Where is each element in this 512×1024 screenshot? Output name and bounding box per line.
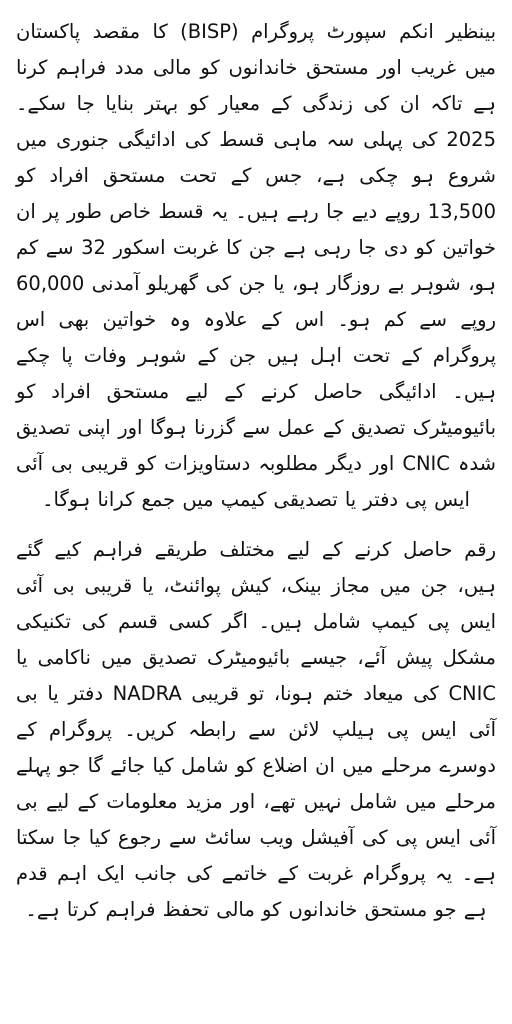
article-paragraph-2: رقم حاصل کرنے کے لیے مختلف طریقے فراہم کیے گئے ہیں، جن میں مجاز بینک، کیش پوائنٹ، یا قریبی بی آئی ایس پی کیمپ شامل ہیں۔ اگر کسی قسم کی تکنیکی مشکل پیش آئے، جیسے بائیومیٹرک تصدیق میں ناکامی یا CNIC کی میعاد ختم ہونا، تو قریبی NADRA دفتر یا بی آئی ایس پی ہیلپ لائن سے رابطہ کریں۔ پروگرام کے دوسرے مرحلے میں ان اضلاع کو شامل کیا جائے گا جو پہلے مرحلے میں شامل نہیں تھے، اور مزید معلومات کے لیے بی آئی ایس پی کی آفیشل ویب سائٹ سے رجوع کیا جا سکتا ہے۔ یہ پروگرام غربت کے خاتمے کی جانب ایک اہم قدم ہے جو مستحق خاندانوں کو مالی تحفظ فراہم کرتا ہے۔ xyxy=(16,538,497,921)
article-paragraph-1: بینظیر انکم سپورٹ پروگرام (BISP) کا مقصد پاکستان میں غریب اور مستحق خاندانوں کو مالی مدد فراہم کرنا ہے تاکہ ان کی زندگی کے معیار کو بہتر بنایا جا سکے۔ 2025 کی پہلی سہ ماہی قسط کی ادائیگی جنوری میں شروع ہو چکی ہے، جس کے تحت مستحق افراد کو 13,500 روپے دیے جا رہے ہیں۔ یہ قسط خاص طور پر ان خواتین کو دی جا رہی ہے جن کا غربت اسکور 32 سے کم ہو، شوہر بے روزگار ہو، یا جن کی گھریلو آمدنی 60,000 روپے سے کم ہو۔ اس کے علاوہ وہ خواتین بھی اس پروگرام کے تحت اہل ہیں جن کے شوہر وفات پا چکے ہیں۔ ادائیگی حاصل کرنے کے لیے مستحق افراد کو بائیومیٹرک تصدیق کے عمل سے گزرنا ہوگا اور اپنی تصدیق شدہ CNIC اور دیگر مطلوبہ دستاویزات کو قریبی بی آئی ایس پی دفتر یا تصدیقی کیمپ میں جمع کرانا ہوگا۔ xyxy=(16,20,497,511)
